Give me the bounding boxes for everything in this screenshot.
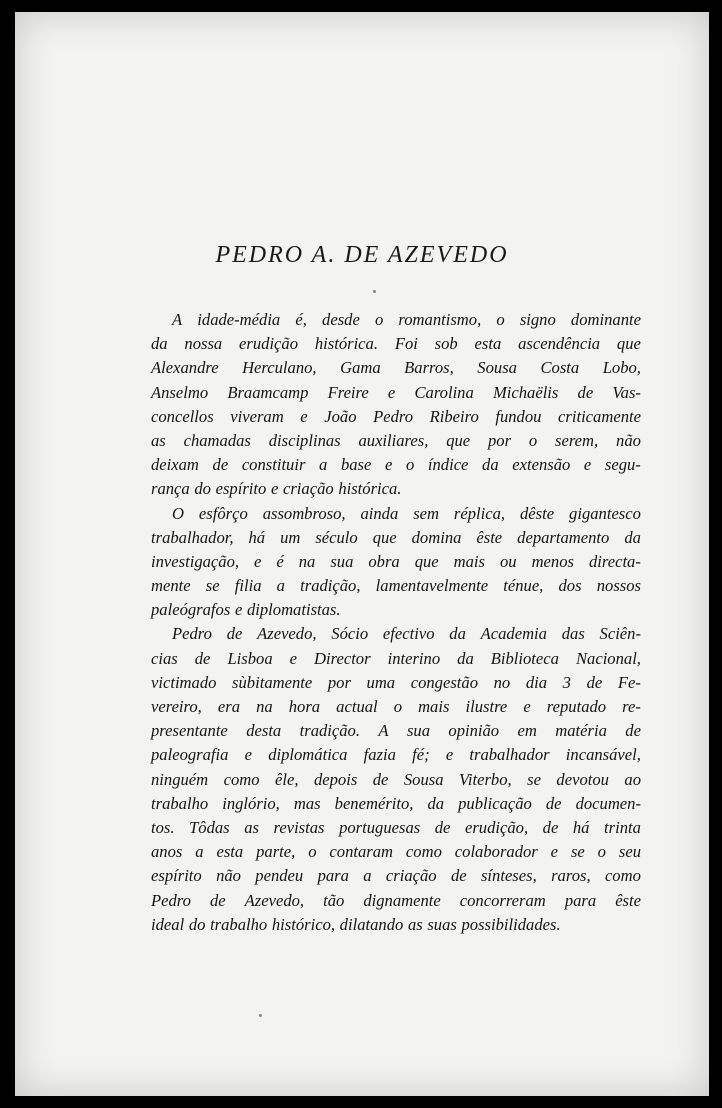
text-line: anos a esta parte, o contaram como colaborador e se o seu [151,842,641,862]
text-line: trabalho inglório, mas benemérito, da publicação de documen- [151,793,641,813]
paragraph [151,502,641,623]
text-line: Anselmo Braamcamp Freire e Carolina Michaëlis de Vas- [151,382,641,402]
text-line: paleografia e diplomática fazia fé; e trabalhador incansável, [151,745,641,765]
text-line: mente se filia a tradição, lamentavelmente ténue, dos nossos [151,576,641,596]
text-line: A idade-média é, desde o romantismo, o signo dominante [172,310,641,329]
paper-speck [259,1014,262,1017]
text-line: presentante desta tradição. A sua opinião em matéria de [151,721,641,741]
text-line: rança do espírito e criação histórica. [151,479,402,499]
text-line: concellos viveram e João Pedro Ribeiro fundou criticamente [151,406,641,426]
text-line: Pedro de Azevedo, Sócio efectivo da Academia das Sciên- [172,624,641,644]
text-line: vereiro, era na hora actual o mais ilustre e reputado re- [151,697,641,716]
text-line: da nossa erudição histórica. Foi sob esta ascendência que [151,334,641,354]
text-line: Alexandre Herculano, Gama Barros, Sousa Costa Lobo, [151,358,641,378]
paragraph [151,622,641,936]
text-line: O esfôrço assombroso, ainda sem réplica, dêste gigantesco [172,503,641,523]
text-line: ideal do trabalho histórico, dilatando as suas possibilidades. [151,914,561,934]
text-line: paleógrafos e diplomatistas. [151,600,341,620]
text-line: victimado sùbitamente por uma congestão no dia 3 de Fe- [151,672,641,692]
text-line: ninguém como êle, depois de Sousa Viterbo, se devotou ao [151,769,641,789]
text-line: tos. Tôdas as revistas portuguesas de erudição, de há trinta [151,817,641,837]
text-line: investigação, e é na sua obra que mais ou menos directa- [151,551,641,571]
document-page [15,12,709,1096]
text-line: cias de Lisboa e Director interino da Biblioteca Nacional, [151,648,641,668]
text-line: espírito não pendeu para a criação de sínteses, raros, como [151,866,641,886]
page-title: PEDRO A. DE AZEVEDO [215,242,509,268]
text-line: trabalhador, há um século que domina êste departamento da [151,527,641,547]
text-line: deixam de constituir a base e o índice da extensão e segu- [151,455,641,475]
body-text [151,308,641,937]
paragraph [151,308,641,502]
text-line: Pedro de Azevedo, tão dignamente concorreram para êste [151,890,641,910]
text-line: as chamadas disciplinas auxiliares, que por o serem, não [151,430,641,450]
paper-speck [373,290,376,293]
